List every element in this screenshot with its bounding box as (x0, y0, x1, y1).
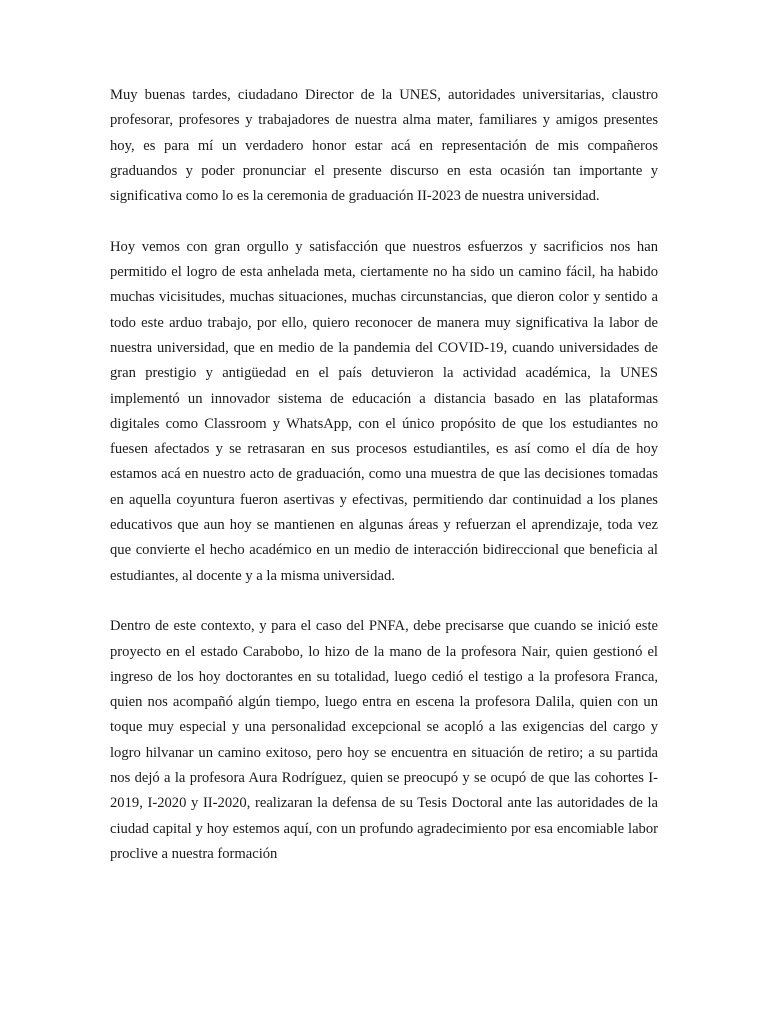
paragraph-achievement: Hoy vemos con gran orgullo y satisfacción que nuestros esfuerzos y sacrificios nos han permitido el logro de esta anhelada meta, ciertamente no ha sido un camino fácil, ha habido muchas vicisitudes, muchas situaciones, muchas circunstancias, que dieron color y sentido a todo este arduo trabajo, por ello, quiero reconocer de manera muy significativa la labor de nuestra universidad, que en medio de la pandemia del COVID-19, cuando universidades de gran prestigio y antigüedad en el país detuvieron la actividad académica, la UNES implementó un innovador sistema de educación a distancia basado en las plataformas digitales como Classroom y WhatsApp, con el único propósito de que los estudiantes no fuesen afectados y se retrasaran en sus procesos estudiantiles, es así como el día de hoy estamos acá en nuestro acto de graduación, como una muestra de que las decisiones tomadas en aquella coyuntura fueron asertivas y efectivas, permitiendo dar continuidad a los planes educativos que aun hoy se mantienen en algunas áreas y refuerzan el aprendizaje, toda vez que convierte el hecho académico en un medio de interacción bidireccional que beneficia al estudiantes, al docente y a la misma universidad. (110, 238, 658, 584)
speech-text (110, 83, 658, 893)
paragraph-pnfa-context: Dentro de este contexto, y para el caso del PNFA, debe precisarse que cuando se inició este proyecto en el estado Carabobo, lo hizo de la mano de la profesora Nair, quien gestionó el ingreso de los hoy doctorantes en su totalidad, luego cedió el testigo a la profesora Franca, quien nos acompañó algún tiempo, luego entra en escena la profesora Dalila, quien con un toque muy especial y una personalidad excepcional se acopló a las exigencias del cargo y logro hilvanar un camino exitoso, pero hoy se encuentra en situación de retiro; a su partida nos dejó a la profesora Aura Rodríguez, quien se preocupó y se ocupó de que las cohortes I-2019, I-2020 y II-2020, realizaran la defensa de su Tesis Doctoral ante las autoridades de la ciudad capital y hoy estemos aquí, con un profundo agradecimiento por esa encomiable labor proclive a nuestra formación (110, 618, 658, 862)
paragraph-greeting: Muy buenas tardes, ciudadano Director de la UNES, autoridades universitarias, claustro profesorar, profesores y trabajadores de nuestra alma mater, familiares y amigos presentes hoy, es para mí un verdadero honor estar acá en representación de mis compañeros graduandos y poder pronunciar el presente discurso en esta ocasión tan importante y significativa como lo es la ceremonia de graduación II-2023 de nuestra universidad. (110, 87, 658, 205)
